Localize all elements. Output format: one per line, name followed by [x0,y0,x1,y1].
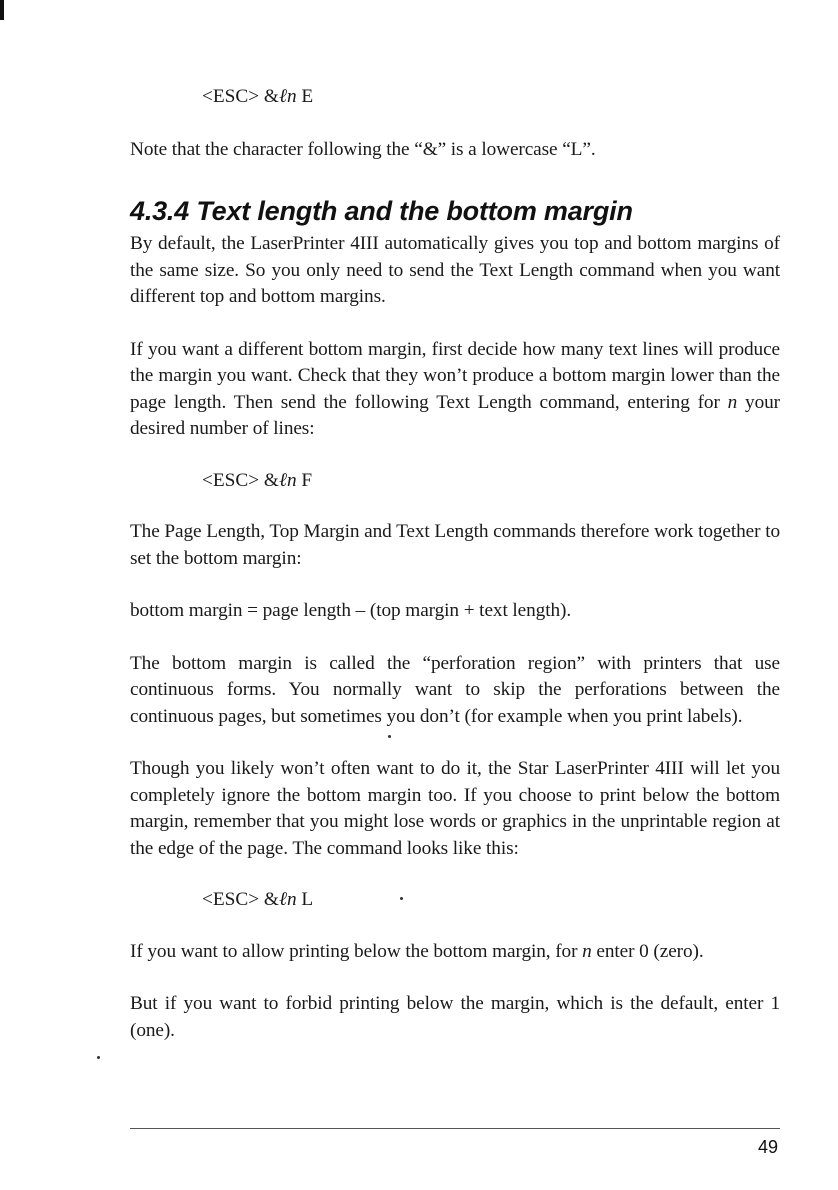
note-paragraph: Note that the character following the “&” is a lowercase “L”. [130,138,596,160]
section-heading: 4.3.4 Text length and the bottom margin [130,196,633,226]
page-number: 49 [757,1137,778,1157]
scan-speck [97,1056,100,1059]
paragraph-allow-printing: If you want to allow printing below the bottom margin, for n enter 0 (zero). [130,940,704,962]
escape-command-E: <ESC> &ℓn E [202,86,314,107]
paragraph-different-bottom-margin: If you want a different bottom margin, first decide how many text lines will produce the margin you want. Check that they won’t produce a bottom margin lower than the page length. Then send the following Text Length command, entering for n your desired number of lines: [130,338,780,439]
escape-command-F: <ESC> &ℓn F [202,469,313,491]
paragraph-forbid-printing: But if you want to forbid printing below the margin, which is the default, enter 1 (one). [130,993,780,1041]
bottom-margin-formula: bottom margin = page length – (top margin + text length). [130,600,572,621]
paragraph-ignore-bottom-margin: Though you likely won’t often want to do it, the Star LaserPrinter 4III will let you completely ignore the bottom margin too. If you choose to print below the bottom margin, remember that you might lose words or graphics in the unprintable region at the edge of the page. The command looks like this: [130,758,780,859]
scan-edge-mark [0,0,4,20]
paragraph-commands-together: The Page Length, Top Margin and Text Length commands therefore work together to set the bottom margin: [130,521,780,569]
paragraph-perforation-region: The bottom margin is called the “perforation region” with printers that use continuous forms. You normally want to skip the perforations between the continuous pages, but sometimes you don’t (for example when you print labels). [130,652,780,727]
page-content [130,84,780,1044]
footer-rule [130,1128,780,1129]
escape-command-L: <ESC> &ℓn L [202,889,314,910]
paragraph-default-margins: By default, the LaserPrinter 4III automatically gives you top and bottom margins of the same size. So you only need to send the Text Length command when you want different top and bottom margins. [130,233,780,307]
